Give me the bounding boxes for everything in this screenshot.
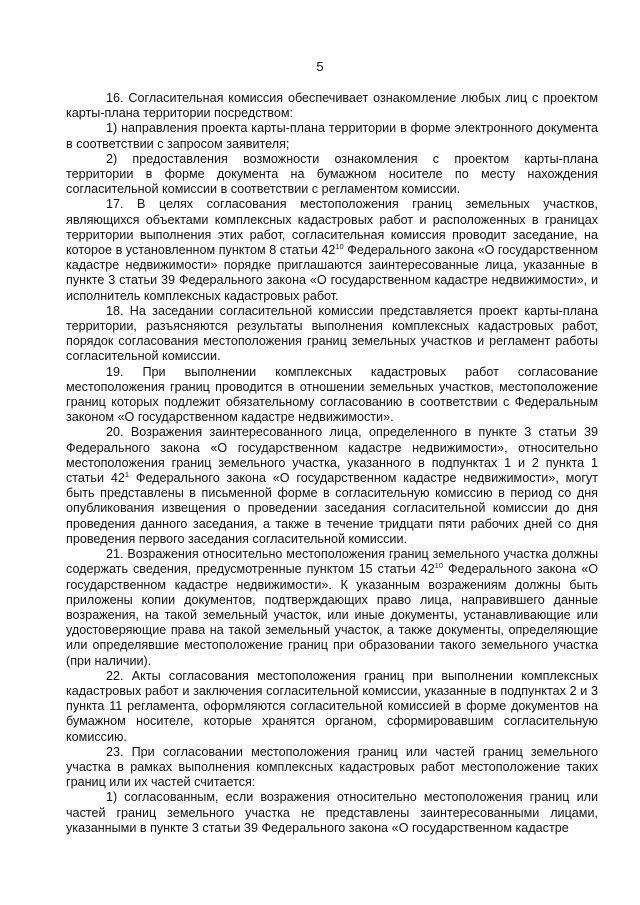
- paragraph-16-item-1: 1) направления проекта карты-плана территории в форме электронного документа в соответствии с запросом заявителя;: [66, 121, 598, 151]
- paragraph-17-text-a: 17. В целях согласования местоположения границ земельных участков, являющихся объектами комплексных кадастровых работ и расположенных в границах территории выполнения этих работ, согласительная комиссия проводит заседание, на которое в установленном пунктом 8 статьи 42: [66, 197, 598, 258]
- paragraph-20: [66, 425, 598, 547]
- paragraph-19: 19. При выполнении комплексных кадастровых работ согласование местоположения границ проводится в отношении земельных участков, местоположение границ которых подлежит обязательному согласованию в соответствии с Федеральным законом «О государственном кадастре недвижимости».: [66, 364, 598, 425]
- paragraph-20-text-a: 20. Возражения заинтересованного лица, определенного в пункте 3 статьи 39 Федерального закона «О государственном кадастре недвижимости», относительно местоположения границ земельного участка, указанного в подпунктах 1 и 2 пункта 1 статьи 42: [66, 425, 598, 486]
- paragraph-17-text-b: Федерального закона «О государственном кадастре недвижимости» порядке приглашаются заинтересованные лица, указанные в пункте 3 статьи 39 Федерального закона «О государственном кадастре недвижимости», и исполнитель комплексных кадастровых работ.: [66, 243, 598, 303]
- paragraph-22: 22. Акты согласования местоположения границ при выполнении комплексных кадастровых работ и заключения согласительной комиссии, указанные в подпунктах 2 и 3 пункта 11 регламента, оформляются согласительной комиссией в форме документов на бумажном носителе, которые хранятся органом, сформировавшим согласительную комиссию.: [66, 668, 598, 744]
- paragraph-23-item-1: 1) согласованным, если возражения относительно местоположения границ или частей границ земельного участка не представлены заинтересованными лицами, указанными в пункте 3 статьи 39 Федерального закона «О государственном кадастре: [66, 790, 598, 835]
- article-superscript: 10: [335, 242, 344, 252]
- article-superscript: 1: [124, 470, 130, 480]
- document-body: [66, 91, 598, 836]
- paragraph-16: 16. Согласительная комиссия обеспечивает ознакомление любых лиц с проектом карты-плана территории посредством:: [66, 91, 598, 121]
- paragraph-20-text-b: Федерального закона «О государственном кадастре недвижимости», могут быть представлены в письменной форме в согласительную комиссию в период со дня опубликования извещения о проведении заседания согласительной комиссии до дня проведения данного заседания, а также в течение тридцати пяти рабочих дней со дня проведения первого заседания согласительной комиссии.: [66, 471, 598, 546]
- paragraph-16-item-2: 2) предоставления возможности ознакомления с проектом карты-плана территории в форме документа на бумажном носителе по месту нахождения согласительной комиссии в соответствии с регламентом комиссии.: [66, 151, 598, 197]
- paragraph-18: 18. На заседании согласительной комиссии представляется проект карты-плана территории, разъясняются результаты выполнения комплексных кадастровых работ, порядок согласования местоположения границ земельных участков и регламент работы согласительной комиссии.: [66, 303, 598, 364]
- paragraph-21-text-a: 21. Возражения относительно местоположения границ земельного участка должны содержать сведения, предусмотренные пунктом 15 статьи 42: [66, 547, 598, 577]
- article-superscript: 10: [434, 561, 443, 571]
- paragraph-17: [66, 197, 598, 303]
- paragraph-23: 23. При согласовании местоположения границ или частей границ земельного участка в рамках выполнения комплексных кадастровых работ местоположение таких границ или их частей считается:: [66, 744, 598, 790]
- page-number: 5: [316, 59, 324, 74]
- paragraph-21-text-b: Федерального закона «О государственном кадастре недвижимости». К указанным возражениям должны быть приложены копии документов, подтверждающих право лица, направившего данные возражения, на такой земельный участок, или иные документы, устанавливающие или удостоверяющие права на такой земельный участок, а также документы, определяющие или определявшие местоположение границ при образовании такого земельного участка (при наличии).: [66, 562, 598, 668]
- paragraph-21: [66, 547, 598, 669]
